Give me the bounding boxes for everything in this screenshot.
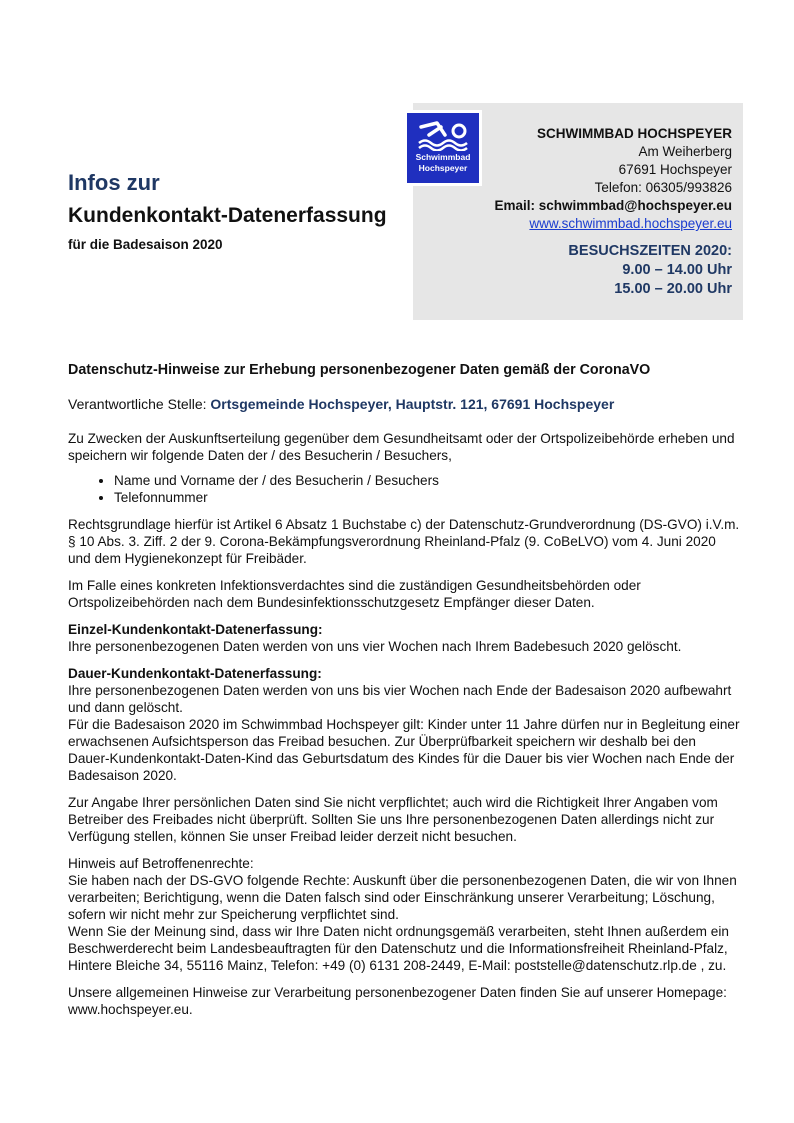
document-title-line1: Infos zur: [68, 170, 160, 195]
website-link[interactable]: www.schwimmbad.hochspeyer.eu: [529, 216, 732, 231]
opening-hours: [568, 242, 732, 299]
privacy-heading: Datenschutz-Hinweise zur Erhebung personenbezogener Daten gemäß der CoronaVO: [68, 362, 651, 378]
opening-hours-slot1: 9.00 – 14.00 Uhr: [622, 262, 732, 278]
privacy-notice-body: [68, 362, 740, 1028]
address-city: 67691 Hochspeyer: [618, 162, 732, 177]
purpose-paragraph: Zu Zwecken der Auskunftserteilung gegenüber dem Gesundheitsamt oder der Ortspolizeibehörde erheben und speichern wir folgende Daten der / des Besucherin / Besuchers,: [68, 431, 735, 463]
opening-hours-label: BESUCHSZEITEN 2020:: [568, 243, 732, 259]
document-subtitle: für die Badesaison 2020: [68, 237, 223, 252]
recipients-paragraph: Im Falle eines konkreten Infektionsverdachtes sind die zuständigen Gesundheitsbehörden oder Ortspolizeibehörden nach dem Bundesinfektionsschutzgesetz Empfänger dieser Daten.: [68, 578, 641, 610]
single-capture-text: Ihre personenbezogenen Daten werden von uns vier Wochen nach Ihrem Badebesuch 2020 gelöscht.: [68, 639, 682, 654]
opening-hours-slot2: 15.00 – 20.00 Uhr: [614, 281, 732, 297]
swimmer-icon: [415, 117, 471, 151]
rights-text2: Wenn Sie der Meinung sind, dass wir Ihre Daten nicht ordnungsgemäß verarbeiten, steht Ihnen außerdem ein Beschwerderecht beim Landesbeauftragten für den Datenschutz und die Informationsfreiheit Rheinland-Pfalz, Hintere Bleiche 34, 55116 Mainz, Telefon: +49 (0) 6131 208-2449, E-Mail: poststelle@datenschutz.rlp.de , zu.: [68, 924, 729, 973]
rights-heading: Hinweis auf Betroffenenrechte:: [68, 856, 254, 871]
permanent-capture-text2: Für die Badesaison 2020 im Schwimmbad Hochspeyer gilt: Kinder unter 11 Jahre dürfen nur in Begleitung einer erwachsenen Aufsichtsperson das Freibad besuchen. Zur Überprüfbarkeit speichern wir deshalb bei den Dauer-Kundenkontakt-Daten-Kind das Geburtsdatum des Kindes für die Dauer bis vier Wochen nach Ende der Badesaison 2020.: [68, 717, 740, 783]
responsible-party: [68, 396, 740, 413]
permanent-capture-heading: Dauer-Kundenkontakt-Datenerfassung:: [68, 666, 322, 681]
facility-name: SCHWIMMBAD HOCHSPEYER: [536, 126, 732, 141]
obligation-paragraph: Zur Angabe Ihrer persönlichen Daten sind Sie nicht verpflichtet; auch wird die Richtigkeit Ihrer Angaben vom Betreiber des Freibades nicht überprüft. Sollten Sie uns Ihre personenbezogenen Daten allerdings nicht zur Verfügung stellen, können Sie unser Freibad leider derzeit nicht besuchen.: [68, 795, 718, 844]
logo-text-line2: Hochspeyer: [418, 163, 468, 173]
collected-data-list: [68, 472, 740, 506]
swimming-pool-logo: [407, 113, 479, 183]
responsible-value: Ortsgemeinde Hochspeyer, Hauptstr. 121, 67691 Hochspeyer: [210, 396, 615, 412]
list-item: • Name und Vorname der / des Besucherin / Besuchers: [114, 472, 740, 489]
address-street: Am Weiherberg: [638, 144, 732, 159]
logo-frame: [404, 110, 482, 186]
permanent-capture-text1: Ihre personenbezogenen Daten werden von uns bis vier Wochen nach Ende der Badesaison 2020 aufbewahrt und dann gelöscht.: [68, 683, 732, 715]
logo-text-line1: Schwimmbad: [415, 152, 471, 162]
rights-text1: Sie haben nach der DS-GVO folgende Rechte: Auskunft über die personenbezogenen Daten, die wir von Ihnen verarbeiten; Berichtigung, wenn die Daten falsch sind oder Einschränkung unserer Verarbeitung; Löschung, sofern wir nicht mehr zur Speicherung verpflichtet sind.: [68, 873, 737, 922]
email-address: Email: schwimmbad@hochspeyer.eu: [494, 198, 732, 213]
list-item: • Telefonnummer: [114, 489, 740, 506]
contact-address: [495, 125, 733, 233]
legal-basis-paragraph: Rechtsgrundlage hierfür ist Artikel 6 Absatz 1 Buchstabe c) der Datenschutz-Grundverordnung (DS-GVO) i.V.m. § 10 Abs. 3. Ziff. 2 der 9. Corona-Bekämpfungsverordnung Rheinland-Pfalz (9. CoBeLVO) vom 4. Juni 2020 und dem Hygienekonzept für Freibäder.: [68, 517, 740, 566]
document-title-line2: Kundenkontakt-Datenerfassung: [68, 204, 387, 227]
responsible-label: Verantwortliche Stelle:: [68, 396, 207, 412]
footer-paragraph: Unsere allgemeinen Hinweise zur Verarbeitung personenbezogener Daten finden Sie auf unserer Homepage: www.hochspeyer.eu.: [68, 985, 727, 1017]
phone-number: Telefon: 06305/993826: [594, 180, 732, 195]
single-capture-heading: Einzel-Kundenkontakt-Datenerfassung:: [68, 622, 323, 637]
